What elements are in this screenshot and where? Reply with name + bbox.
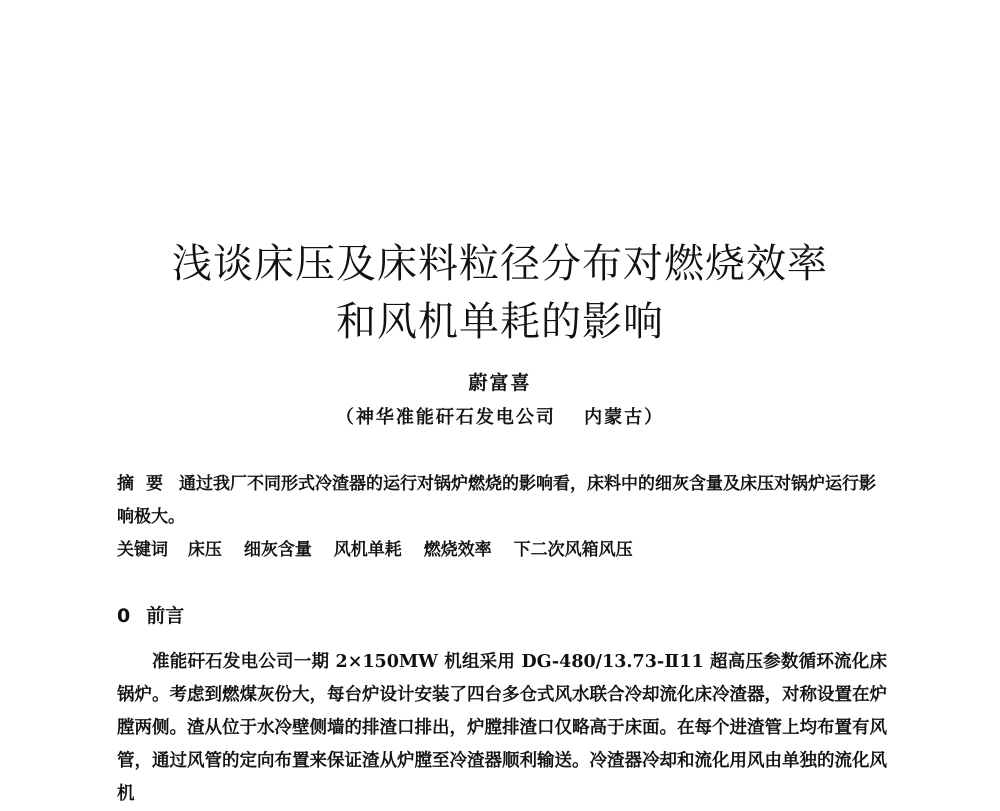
keywords-label: 关键词 bbox=[117, 540, 168, 560]
keyword: 床压 bbox=[187, 540, 222, 560]
section-number: 0 bbox=[117, 605, 131, 627]
keyword: 细灰含量 bbox=[243, 540, 312, 560]
paper-title-line-2: 和风机单耗的影响 bbox=[336, 299, 664, 345]
keyword: 燃烧效率 bbox=[423, 540, 492, 560]
paper-title-line-1: 浅谈床压及床料粒径分布对燃烧效率 bbox=[172, 241, 828, 287]
author-affiliation: （神华准能矸石发电公司 内蒙古） bbox=[335, 407, 665, 428]
section-heading bbox=[117, 601, 184, 628]
keywords bbox=[117, 535, 649, 560]
abstract bbox=[117, 468, 883, 534]
abstract-label: 摘要 bbox=[117, 474, 175, 494]
body-paragraph: 准能矸石发电公司一期 2×150MW 机组采用 DG-480/13.73-Ⅱ11 超高压参数循环流化床锅炉。考虑到燃煤灰份大，每台炉设计安装了四台多仓式风水联合冷却流化床冷渣器，对称设置在炉膛两侧。渣从位于水冷壁侧墙的排渣口排出，炉膛排渣口仅略高于床面。在每个进渣管上均布置有风管，通过风管的定向布置来保证渣从炉膛至冷渣器顺利输送。冷渣器冷却和流化用风由单独的流化风机 bbox=[117, 652, 887, 804]
section-title: 前言 bbox=[146, 605, 185, 627]
keyword: 下二次风箱风压 bbox=[513, 540, 633, 560]
author-name: 蔚富喜 bbox=[468, 372, 532, 394]
abstract-text: 通过我厂不同形式冷渣器的运行对锅炉燃烧的影响看，床料中的细灰含量及床压对锅炉运行影响极大。 bbox=[117, 474, 876, 527]
keyword: 风机单耗 bbox=[333, 540, 402, 560]
